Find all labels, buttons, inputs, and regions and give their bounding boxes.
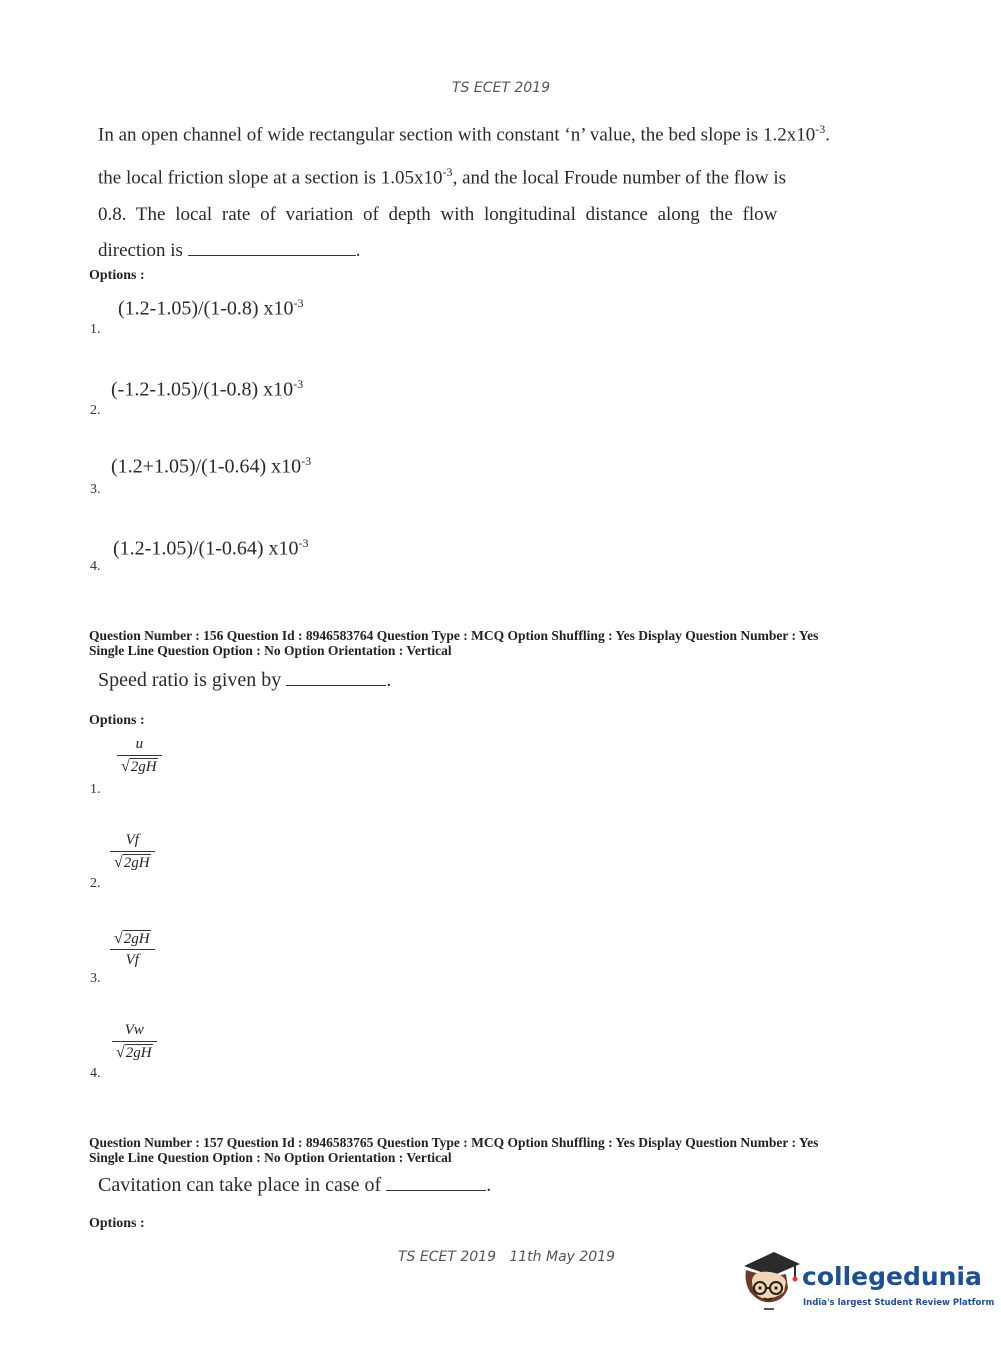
page-footer: TS ECET 2019 11th May 2019 xyxy=(398,1249,616,1265)
q156-option-2-number: 2. xyxy=(90,876,101,891)
q156-option-1-fraction: u √ 2gH xyxy=(117,736,162,775)
question-155-line-4: direction is xyxy=(98,240,183,262)
options-label: Options : xyxy=(89,713,145,728)
sqrt-icon: √ xyxy=(116,1044,125,1061)
question-155-line-1: In an open channel of wide rectangular section with constant ‘n’ value, the bed slope is 1.2x10 xyxy=(98,124,816,146)
q155-option-2-number: 2. xyxy=(90,403,101,418)
logo-tagline: India's largest Student Review Platform xyxy=(803,1298,995,1308)
q156-meta: Question Number : 156 Question Id : 8946583764 Question Type : MCQ Option Shuffling : Yes Display Question Number : Yes Single Line Question Option : No Option Orientation : Vertical xyxy=(89,628,819,658)
sqrt-icon: √ xyxy=(121,758,130,775)
q156-option-3-fraction: √ 2gH Vf xyxy=(110,930,155,969)
q156-option-3-number: 3. xyxy=(90,971,101,986)
sqrt-icon: √ xyxy=(114,930,123,947)
q156-option-2-fraction: Vf √ 2gH xyxy=(110,832,155,871)
q156-option-1-number: 1. xyxy=(90,782,101,797)
collegedunia-logo xyxy=(740,1248,995,1320)
q155-option-1-number: 1. xyxy=(90,322,101,337)
question-155-line-2: the local friction slope at a section is 1.05x10 xyxy=(98,167,443,189)
logo-wordmark: collegedunia xyxy=(802,1262,982,1291)
page-header: TS ECET 2019 xyxy=(452,80,550,96)
q155-option-1-text: (1.2-1.05)/(1-0.8) $x10^{-3}$ xyxy=(118,296,304,320)
question-155-text: In an open channel of wide rectangular section with constant ‘n’ value, the bed slope is $1.2x10^{-3}$. the local friction slope at a section is $1.05x10^{-3}$, and the local Froude number of the flow is 0.8. The local rate of variation of depth with longitudinal distance along the flow direction is . xyxy=(98,111,928,270)
options-label: Options : xyxy=(89,1216,145,1231)
answer-blank xyxy=(188,241,356,256)
q155-option-2-text: (-1.2-1.05)/(1-0.8) $x10^{-3}$ xyxy=(111,377,304,401)
q155-option-3-text: (1.2+1.05)/(1-0.64) $x10^{-3}$ xyxy=(111,454,312,478)
answer-blank xyxy=(286,671,386,686)
q156-option-4-number: 4. xyxy=(90,1066,101,1081)
q155-option-4-text: (1.2-1.05)/(1-0.64) $x10^{-3}$ xyxy=(113,536,309,560)
mascot-icon xyxy=(740,1248,802,1316)
question-155-line-3: 0.8. The local rate of variation of depth with longitudinal distance along the flow xyxy=(98,203,778,225)
q155-option-3-number: 3. xyxy=(90,482,101,497)
answer-blank xyxy=(386,1176,486,1191)
sqrt-icon: √ xyxy=(114,854,123,871)
q156-option-4-fraction: Vw √ 2gH xyxy=(112,1022,157,1061)
q155-option-4-number: 4. xyxy=(90,559,101,574)
question-156-text: Speed ratio is given by . xyxy=(98,669,392,691)
options-label: Options : xyxy=(89,268,145,283)
question-157-text: Cavitation can take place in case of . xyxy=(98,1174,492,1196)
q157-meta: Question Number : 157 Question Id : 8946583765 Question Type : MCQ Option Shuffling : Yes Display Question Number : Yes Single Line Question Option : No Option Orientation : Vertical xyxy=(89,1135,819,1165)
